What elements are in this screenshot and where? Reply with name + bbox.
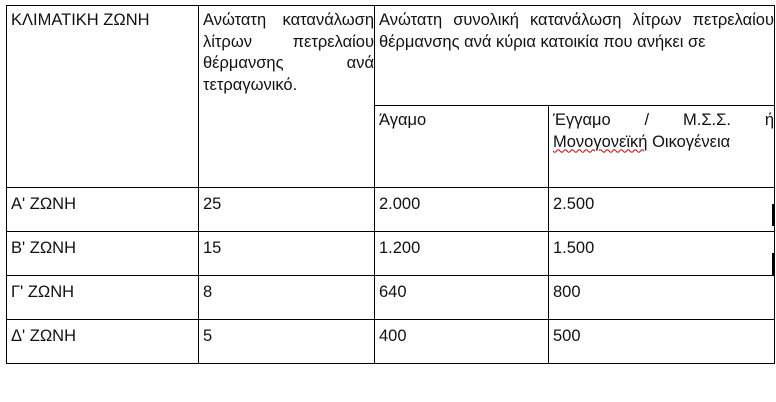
header-married-or-single-parent bbox=[549, 106, 775, 188]
per-sqm-cell: 8 bbox=[199, 276, 375, 320]
header-climate-zone: ΚΛΙΜΑΤΙΚΗ ΖΩΝΗ bbox=[7, 6, 199, 188]
married-cell: 800 bbox=[549, 276, 775, 320]
table-row bbox=[7, 320, 775, 364]
single-cell: 1.200 bbox=[375, 232, 549, 276]
single-cell: 2.000 bbox=[375, 188, 549, 232]
header-married-prefix: Έγγαμο / Μ.Σ.Σ. ή bbox=[553, 111, 774, 129]
header-single: Άγαμο bbox=[375, 106, 549, 188]
heating-oil-consumption-table bbox=[6, 5, 775, 364]
table-row bbox=[7, 276, 775, 320]
married-cell: 1.500 bbox=[549, 232, 775, 276]
single-cell: 640 bbox=[375, 276, 549, 320]
table-border-mark bbox=[772, 204, 775, 226]
single-cell: 400 bbox=[375, 320, 549, 364]
header-max-total-consumption-per-residence: Ανώτατη συνολική κατανάλωση λίτρων πετρελαίου θέρμανσης ανά κύρια κατοικία που ανήκει σε bbox=[375, 6, 775, 106]
header-max-consumption-per-sqm: Ανώτατη κατανάλωση λίτρων πετρελαίου θέρμανσης ανά τετραγωνικό. bbox=[199, 6, 375, 188]
per-sqm-cell: 25 bbox=[199, 188, 375, 232]
zone-cell: Β' ΖΩΝΗ bbox=[7, 232, 199, 276]
married-cell: 2.500 bbox=[549, 188, 775, 232]
table-row bbox=[7, 232, 775, 276]
per-sqm-cell: 5 bbox=[199, 320, 375, 364]
per-sqm-cell: 15 bbox=[199, 232, 375, 276]
zone-cell: Δ' ΖΩΝΗ bbox=[7, 320, 199, 364]
table-row bbox=[7, 188, 775, 232]
table-border-mark bbox=[772, 253, 775, 275]
married-cell: 500 bbox=[549, 320, 775, 364]
zone-cell: Γ' ΖΩΝΗ bbox=[7, 276, 199, 320]
spellcheck-flagged-word: Μονογονεϊκή bbox=[553, 132, 648, 151]
header-row bbox=[7, 6, 775, 106]
header-married-suffix: Οικογένεια bbox=[647, 132, 731, 151]
zone-cell: Α' ΖΩΝΗ bbox=[7, 188, 199, 232]
